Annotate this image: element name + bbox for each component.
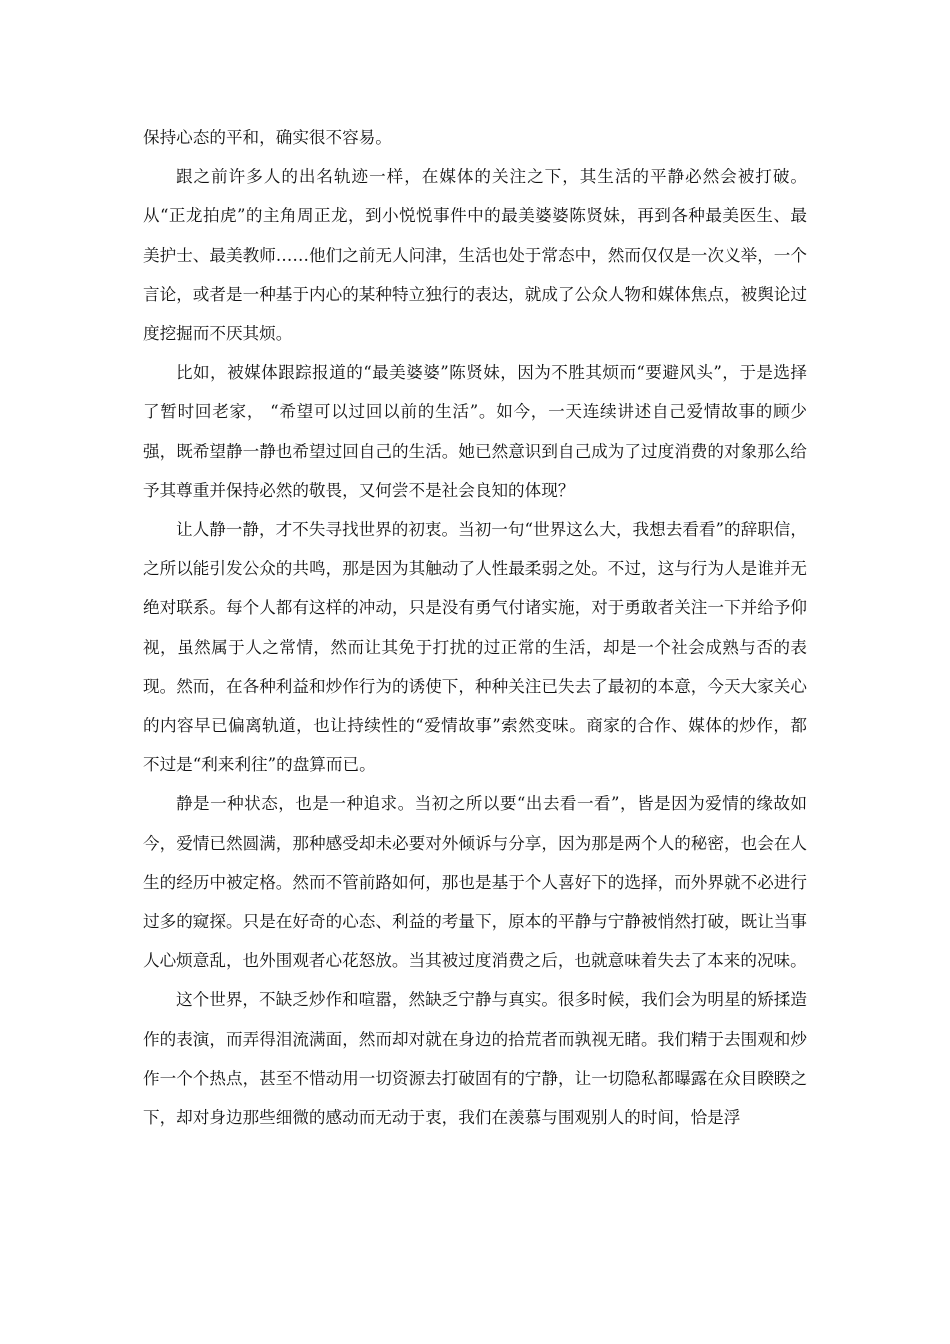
article-body	[143, 118, 807, 1137]
paragraph: 静是一种状态，也是一种追求。当初之所以要“出去看一看”，皆是因为爱情的缘故如今，爱情已然圆满，那种感受却未必要对外倾诉与分享，因为那是两个人的秘密，也会在人生的经历中被定格。然而不管前路如何，那也是基于个人喜好下的选择，而外界就不必进行过多的窥探。只是在好奇的心态、利益的考量下，原本的平静与宁静被悄然打破，既让当事人心烦意乱，也外围观者心花怒放。当其被过度消费之后，也就意味着失去了本来的况味。	[143, 794, 807, 971]
paragraph: 保持心态的平和，确实很不容易。	[143, 128, 392, 147]
paragraph: 让人静一静，才不失寻找世界的初衷。当初一句“世界这么大，我想去看看”的辞职信，之所以能引发公众的共鸣，那是因为其触动了人性最柔弱之处。不过，这与行为人是谁并无绝对联系。每个人都有这样的冲动，只是没有勇气付诸实施，对于勇敢者关注一下并给予仰视，虽然属于人之常情，然而让其免于打扰的过正常的生活，却是一个社会成熟与否的表现。然而，在各种利益和炒作行为的诱使下，种种关注已失去了最初的本意，今天大家关心的内容早已偏离轨道，也让持续性的“爱情故事”索然变味。商家的合作、媒体的炒作，都不过是“利来利往”的盘算而已。	[143, 520, 807, 775]
paragraph: 这个世界，不缺乏炒作和喧嚣，然缺乏宁静与真实。很多时候，我们会为明星的矫揉造作的表演，而弄得泪流满面，然而却对就在身边的拾荒者而孰视无睹。我们精于去围观和炒作一个个热点，甚至不惜动用一切资源去打破固有的宁静，让一切隐私都曝露在众目睽睽之下，却对身边那些细微的感动而无动于衷，我们在羡慕与围观别人的时间，恰是浮	[143, 990, 807, 1128]
paragraph: 跟之前许多人的出名轨迹一样，在媒体的关注之下，其生活的平静必然会被打破。从“正龙拍虎”的主角周正龙，到小悦悦事件中的最美婆婆陈贤妹，再到各种最美医生、最美护士、最美教师……他们之前无人问津，生活也处于常态中，然而仅仅是一次义举，一个言论，或者是一种基于内心的某种特立独行的表达，就成了公众人物和媒体焦点，被舆论过度挖掘而不厌其烦。	[143, 167, 807, 344]
paragraph: 比如，被媒体跟踪报道的“最美婆婆”陈贤妹，因为不胜其烦而“要避风头”，于是选择了暂时回老家， “希望可以过回以前的生活”。如今，一天连续讲述自己爱情故事的顾少强，既希望静一静也希望过回自己的生活。她已然意识到自己成为了过度消费的对象那么给予其尊重并保持必然的敬畏，又何尝不是社会良知的体现？	[143, 363, 807, 500]
